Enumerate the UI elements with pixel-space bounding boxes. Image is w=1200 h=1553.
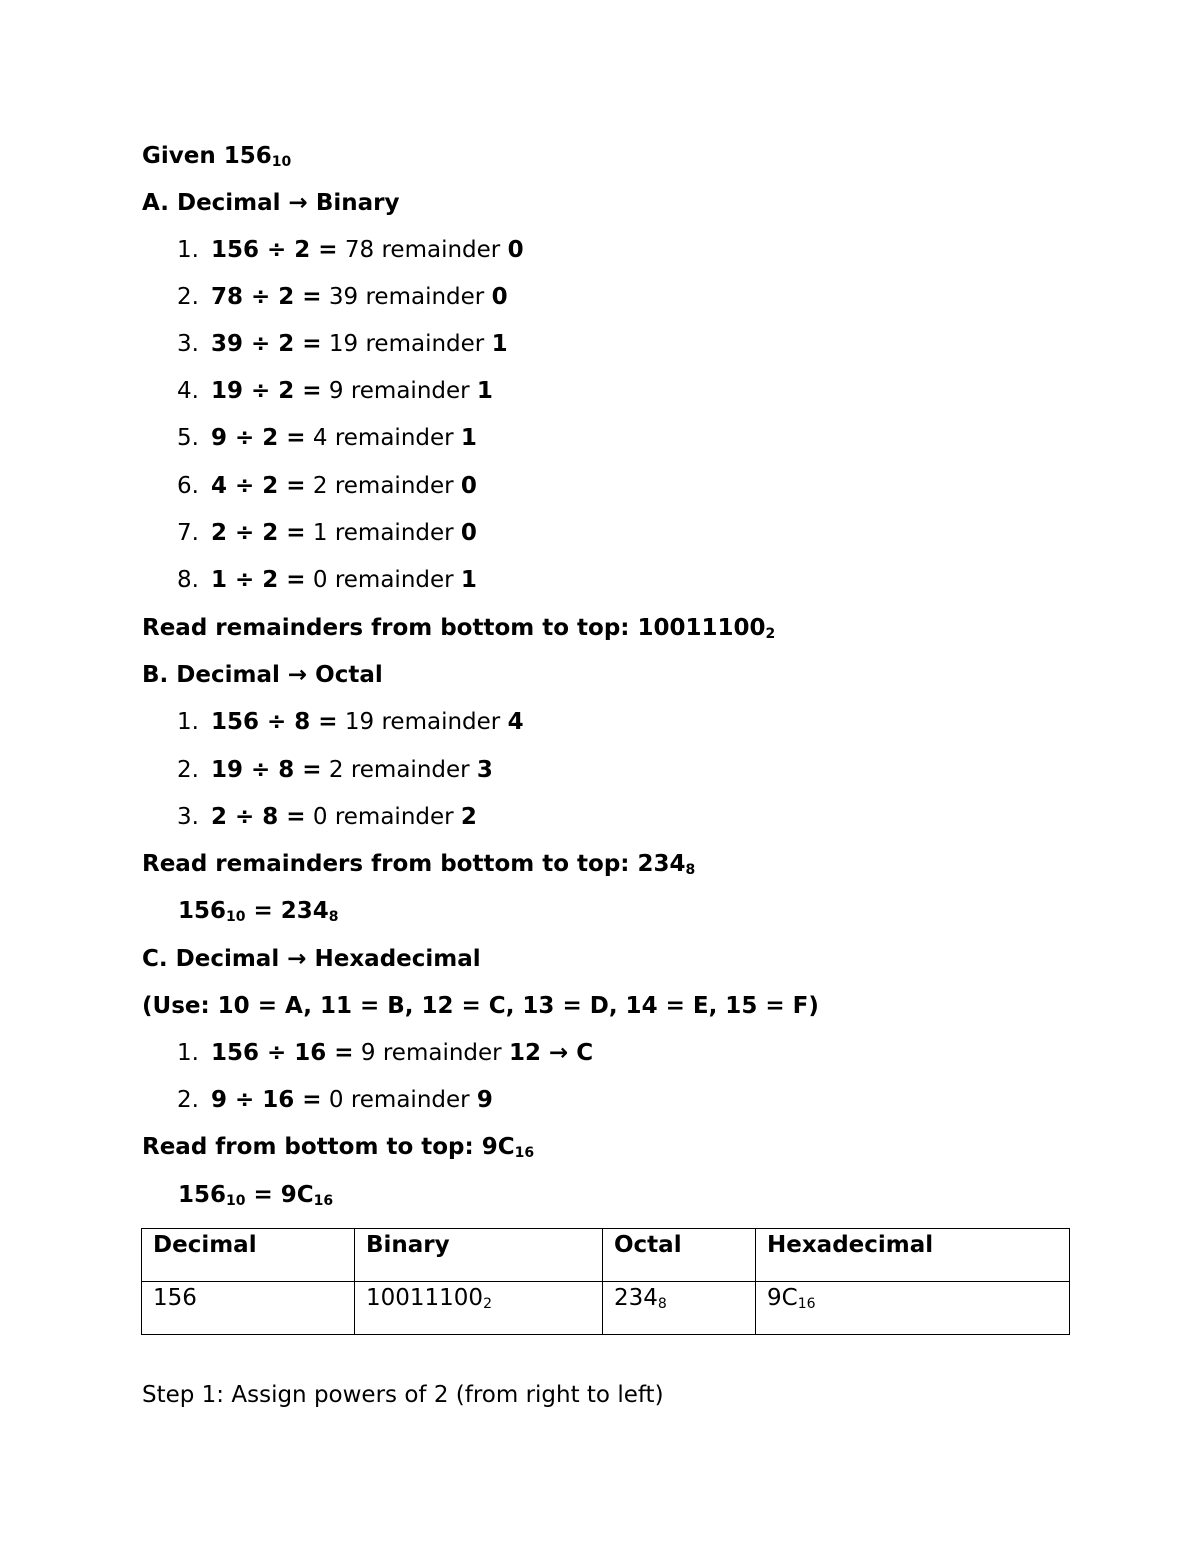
header-hexadecimal: Hexadecimal xyxy=(756,1229,1070,1282)
step-item: 7. 2 ÷ 2 = 1 remainder 0 xyxy=(177,520,477,546)
step-item: 5. 9 ÷ 2 = 4 remainder 1 xyxy=(177,425,477,451)
header-octal: Octal xyxy=(603,1229,756,1282)
section-a-heading: A. Decimal → Binary xyxy=(142,190,400,216)
step-item: 3. 39 ÷ 2 = 19 remainder 1 xyxy=(177,331,508,357)
step-1-text: Step 1: Assign powers of 2 (from right to left) xyxy=(142,1382,664,1408)
cell-binary: $10011100_2$ xyxy=(355,1282,603,1335)
step-item: 6. 4 ÷ 2 = 2 remainder 0 xyxy=(177,473,477,499)
hex-equation: $156_{10} = 9C_{16}$ xyxy=(178,1182,334,1209)
given-line: Given $156_{10}$ xyxy=(142,143,292,170)
header-decimal: Decimal xyxy=(142,1229,355,1282)
step-item: 2. 9 ÷ 16 = 0 remainder 9 xyxy=(177,1087,493,1113)
octal-result: Read remainders from bottom to top: $234_8$ xyxy=(142,851,696,878)
cell-decimal: 156 xyxy=(142,1282,355,1335)
step-item: 4. 19 ÷ 2 = 9 remainder 1 xyxy=(177,378,493,404)
table-header-row xyxy=(142,1229,1070,1282)
step-item: 1. 156 ÷ 8 = 19 remainder 4 xyxy=(177,709,524,735)
section-c-heading: C. Decimal → Hexadecimal xyxy=(142,946,481,972)
octal-equation: $156_{10} = 234_8$ xyxy=(178,898,339,925)
header-binary: Binary xyxy=(355,1229,603,1282)
cell-hexadecimal: $9C_{16}$ xyxy=(756,1282,1070,1335)
step-item: 2. 78 ÷ 2 = 39 remainder 0 xyxy=(177,284,508,310)
hex-result: Read from bottom to top: $9C_{16}$ xyxy=(142,1134,535,1161)
step-item: 1. 156 ÷ 2 = 78 remainder 0 xyxy=(177,237,524,263)
step-item: 2. 19 ÷ 8 = 2 remainder 3 xyxy=(177,757,493,783)
step-item: 3. 2 ÷ 8 = 0 remainder 2 xyxy=(177,804,477,830)
step-item: 1. 156 ÷ 16 = 9 remainder 12 → C xyxy=(177,1040,594,1066)
hex-legend-note: (Use: 10 = A, 11 = B, 12 = C, 13 = D, 14 = E, 15 = F) xyxy=(142,993,819,1019)
table-row xyxy=(142,1282,1070,1335)
section-b-heading: B. Decimal → Octal xyxy=(142,662,383,688)
conversion-summary-table xyxy=(141,1228,1070,1335)
binary-result: Read remainders from bottom to top: $10011100_2$ xyxy=(142,615,776,642)
cell-octal: $234_8$ xyxy=(603,1282,756,1335)
step-item: 8. 1 ÷ 2 = 0 remainder 1 xyxy=(177,567,477,593)
